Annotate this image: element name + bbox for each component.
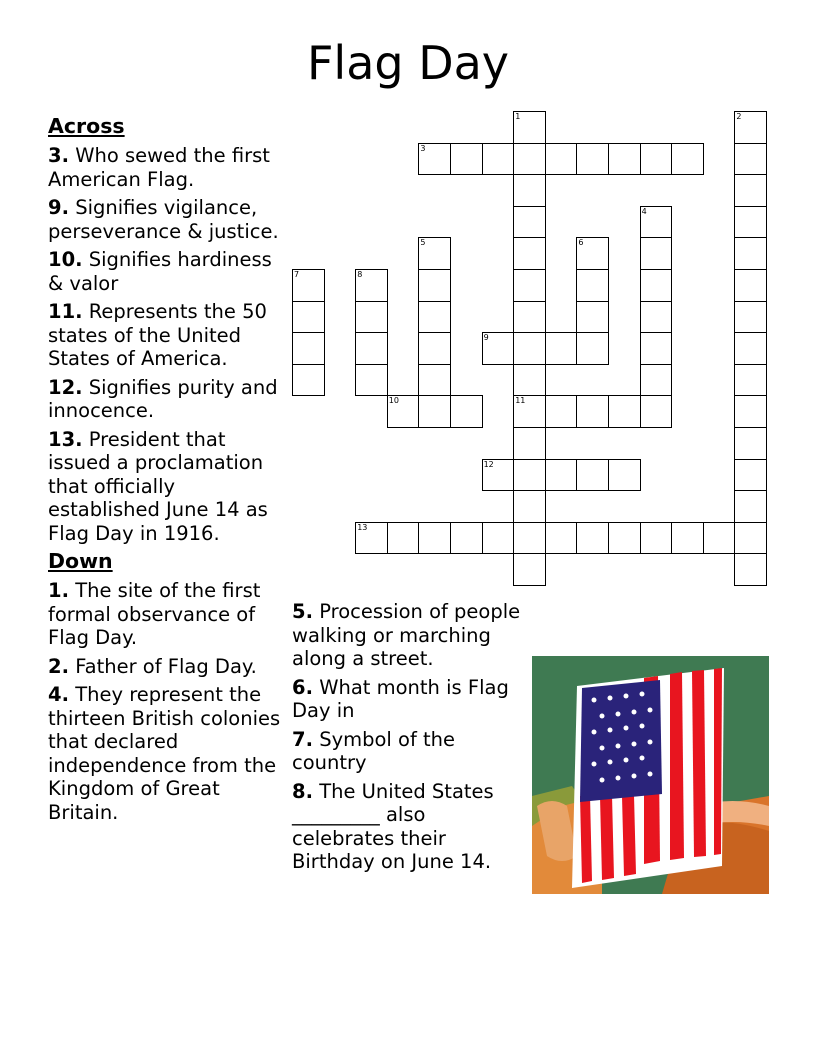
grid-cell[interactable] (640, 237, 673, 270)
grid-cell[interactable] (513, 206, 546, 239)
clue-text: Symbol of the country (292, 727, 456, 774)
grid-cell[interactable] (513, 269, 546, 302)
grid-cell[interactable] (292, 301, 325, 334)
grid-cell[interactable] (513, 332, 546, 365)
grid-cell[interactable] (734, 301, 767, 334)
grid-cell[interactable] (640, 364, 673, 397)
grid-cell[interactable] (734, 364, 767, 397)
grid-cell[interactable] (513, 143, 546, 176)
grid-cell[interactable] (734, 459, 767, 492)
grid-cell[interactable] (513, 111, 546, 144)
clue-down-6 (292, 676, 532, 723)
cell-number: 4 (641, 206, 647, 216)
clue-down-2 (48, 655, 283, 679)
grid-cell[interactable] (671, 143, 704, 176)
clue-number: 6. (292, 675, 313, 699)
clue-number: 13. (48, 427, 83, 451)
grid-cell[interactable] (513, 174, 546, 207)
grid-cell[interactable] (292, 269, 325, 302)
down-heading: Down (48, 549, 113, 573)
grid-cell[interactable] (513, 301, 546, 334)
grid-cell[interactable] (355, 522, 388, 555)
clue-number: 8. (292, 779, 313, 803)
clue-text: Procession of people walking or marching along a street. (292, 600, 521, 670)
clue-number: 10. (48, 248, 83, 271)
grid-cell[interactable] (482, 143, 515, 176)
clue-text: The United States _________ also celebrates their Birthday on June 14. (292, 779, 494, 873)
grid-cell[interactable] (418, 522, 451, 555)
grid-cell[interactable] (576, 395, 609, 428)
grid-cell[interactable] (734, 332, 767, 365)
grid-cell[interactable] (545, 332, 578, 365)
grid-cell[interactable] (513, 490, 546, 523)
grid-cell[interactable] (640, 301, 673, 334)
clue-text: The site of the first formal observance of Flag Day. (48, 579, 261, 649)
grid-cell[interactable] (703, 522, 736, 555)
grid-cell[interactable] (608, 395, 641, 428)
grid-cell[interactable] (640, 522, 673, 555)
grid-cell[interactable] (734, 490, 767, 523)
grid-cell[interactable] (576, 269, 609, 302)
grid-cell[interactable] (513, 395, 546, 428)
grid-cell[interactable] (355, 364, 388, 397)
grid-cell[interactable] (640, 332, 673, 365)
grid-cell[interactable] (418, 301, 451, 334)
cell-number: 3 (420, 143, 426, 153)
grid-cell[interactable] (576, 522, 609, 555)
grid-cell[interactable] (734, 395, 767, 428)
grid-cell[interactable] (734, 269, 767, 302)
clue-text: What month is Flag Day in (292, 675, 509, 722)
clue-number: 2. (48, 654, 69, 678)
grid-cell[interactable] (734, 522, 767, 555)
grid-cell[interactable] (450, 395, 483, 428)
clue-number: 7. (292, 727, 313, 751)
grid-cell[interactable] (671, 522, 704, 555)
grid-cell[interactable] (355, 301, 388, 334)
grid-cell[interactable] (513, 364, 546, 397)
grid-cell[interactable] (482, 459, 515, 492)
clue-text: Father of Flag Day. (75, 654, 257, 678)
grid-cell[interactable] (576, 332, 609, 365)
grid-cell[interactable] (513, 553, 546, 586)
cell-number: 9 (483, 333, 489, 343)
clue-text: Represents the 50 states of the United States of America. (48, 300, 267, 370)
grid-cell[interactable] (734, 143, 767, 176)
clue-text: Signifies vigilance, perseverance & justice. (48, 196, 279, 243)
cell-number: 6 (578, 238, 584, 248)
cell-number: 11 (515, 396, 526, 406)
cell-number: 2 (736, 112, 742, 121)
grid-cell[interactable] (513, 427, 546, 460)
grid-cell[interactable] (292, 364, 325, 397)
clue-number: 4. (48, 683, 69, 706)
grid-cell[interactable] (418, 395, 451, 428)
clue-number: 9. (48, 196, 69, 219)
clue-text: President that issued a proclamation that officially established June 14 as Flag Day in 1916. (48, 427, 268, 545)
grid-cell[interactable] (640, 143, 673, 176)
grid-cell[interactable] (734, 553, 767, 586)
grid-cell[interactable] (545, 459, 578, 492)
grid-cell[interactable] (608, 143, 641, 176)
grid-cell[interactable] (734, 427, 767, 460)
grid-cell[interactable] (355, 332, 388, 365)
clue-down-8 (292, 780, 532, 874)
cell-number: 7 (294, 270, 300, 279)
grid-cell[interactable] (292, 332, 325, 365)
grid-cell[interactable] (355, 269, 388, 302)
grid-cell[interactable] (418, 364, 451, 397)
cell-number: 10 (388, 396, 399, 406)
grid-cell[interactable] (576, 301, 609, 334)
across-heading: Across (48, 114, 125, 138)
clue-down-7 (292, 728, 532, 775)
clue-text: Signifies purity and innocence. (48, 375, 278, 422)
grid-cell[interactable] (576, 237, 609, 270)
grid-cell[interactable] (576, 143, 609, 176)
grid-cell[interactable] (608, 522, 641, 555)
grid-cell[interactable] (418, 269, 451, 302)
cell-number: 5 (420, 238, 426, 248)
clue-text: Signifies hardiness & valor (48, 248, 272, 295)
page-title: Flag Day (306, 36, 510, 90)
cell-number: 12 (483, 459, 494, 469)
grid-cell[interactable] (387, 395, 420, 428)
grid-cell[interactable] (545, 395, 578, 428)
cell-number: 8 (357, 270, 363, 279)
cell-number: 13 (357, 522, 368, 532)
grid-cell[interactable] (545, 522, 578, 555)
clue-number: 12. (48, 375, 83, 399)
grid-cell[interactable] (734, 237, 767, 270)
grid-cell[interactable] (734, 111, 767, 144)
clue-number: 3. (48, 144, 69, 167)
clue-column-right (292, 600, 532, 879)
grid-cell[interactable] (640, 395, 673, 428)
grid-cell[interactable] (418, 332, 451, 365)
grid-cell[interactable] (608, 459, 641, 492)
grid-cell[interactable] (513, 459, 546, 492)
grid-cell[interactable] (513, 522, 546, 555)
grid-cell[interactable] (545, 143, 578, 176)
american-flag-image (532, 656, 769, 894)
grid-cell[interactable] (734, 174, 767, 207)
grid-cell[interactable] (734, 206, 767, 239)
grid-cell[interactable] (576, 459, 609, 492)
clue-number: 5. (292, 600, 313, 623)
clue-down-4 (48, 683, 283, 824)
grid-cell[interactable] (482, 332, 515, 365)
grid-cell[interactable] (640, 269, 673, 302)
clue-text: They represent the thirteen British colonies that declared independence from the Kingdom of Great Britain. (48, 683, 281, 824)
cell-number: 1 (515, 112, 521, 121)
grid-cell[interactable] (513, 237, 546, 270)
grid-cell[interactable] (418, 237, 451, 270)
clue-number: 11. (48, 300, 83, 323)
clue-number: 1. (48, 579, 69, 602)
grid-cell[interactable] (450, 143, 483, 176)
clue-text: Who sewed the first American Flag. (48, 144, 270, 191)
grid-cell[interactable] (418, 143, 451, 176)
grid-cell[interactable] (450, 522, 483, 555)
grid-cell[interactable] (482, 522, 515, 555)
clue-down-5 (292, 600, 532, 671)
grid-cell[interactable] (387, 522, 420, 555)
grid-cell[interactable] (640, 206, 673, 239)
